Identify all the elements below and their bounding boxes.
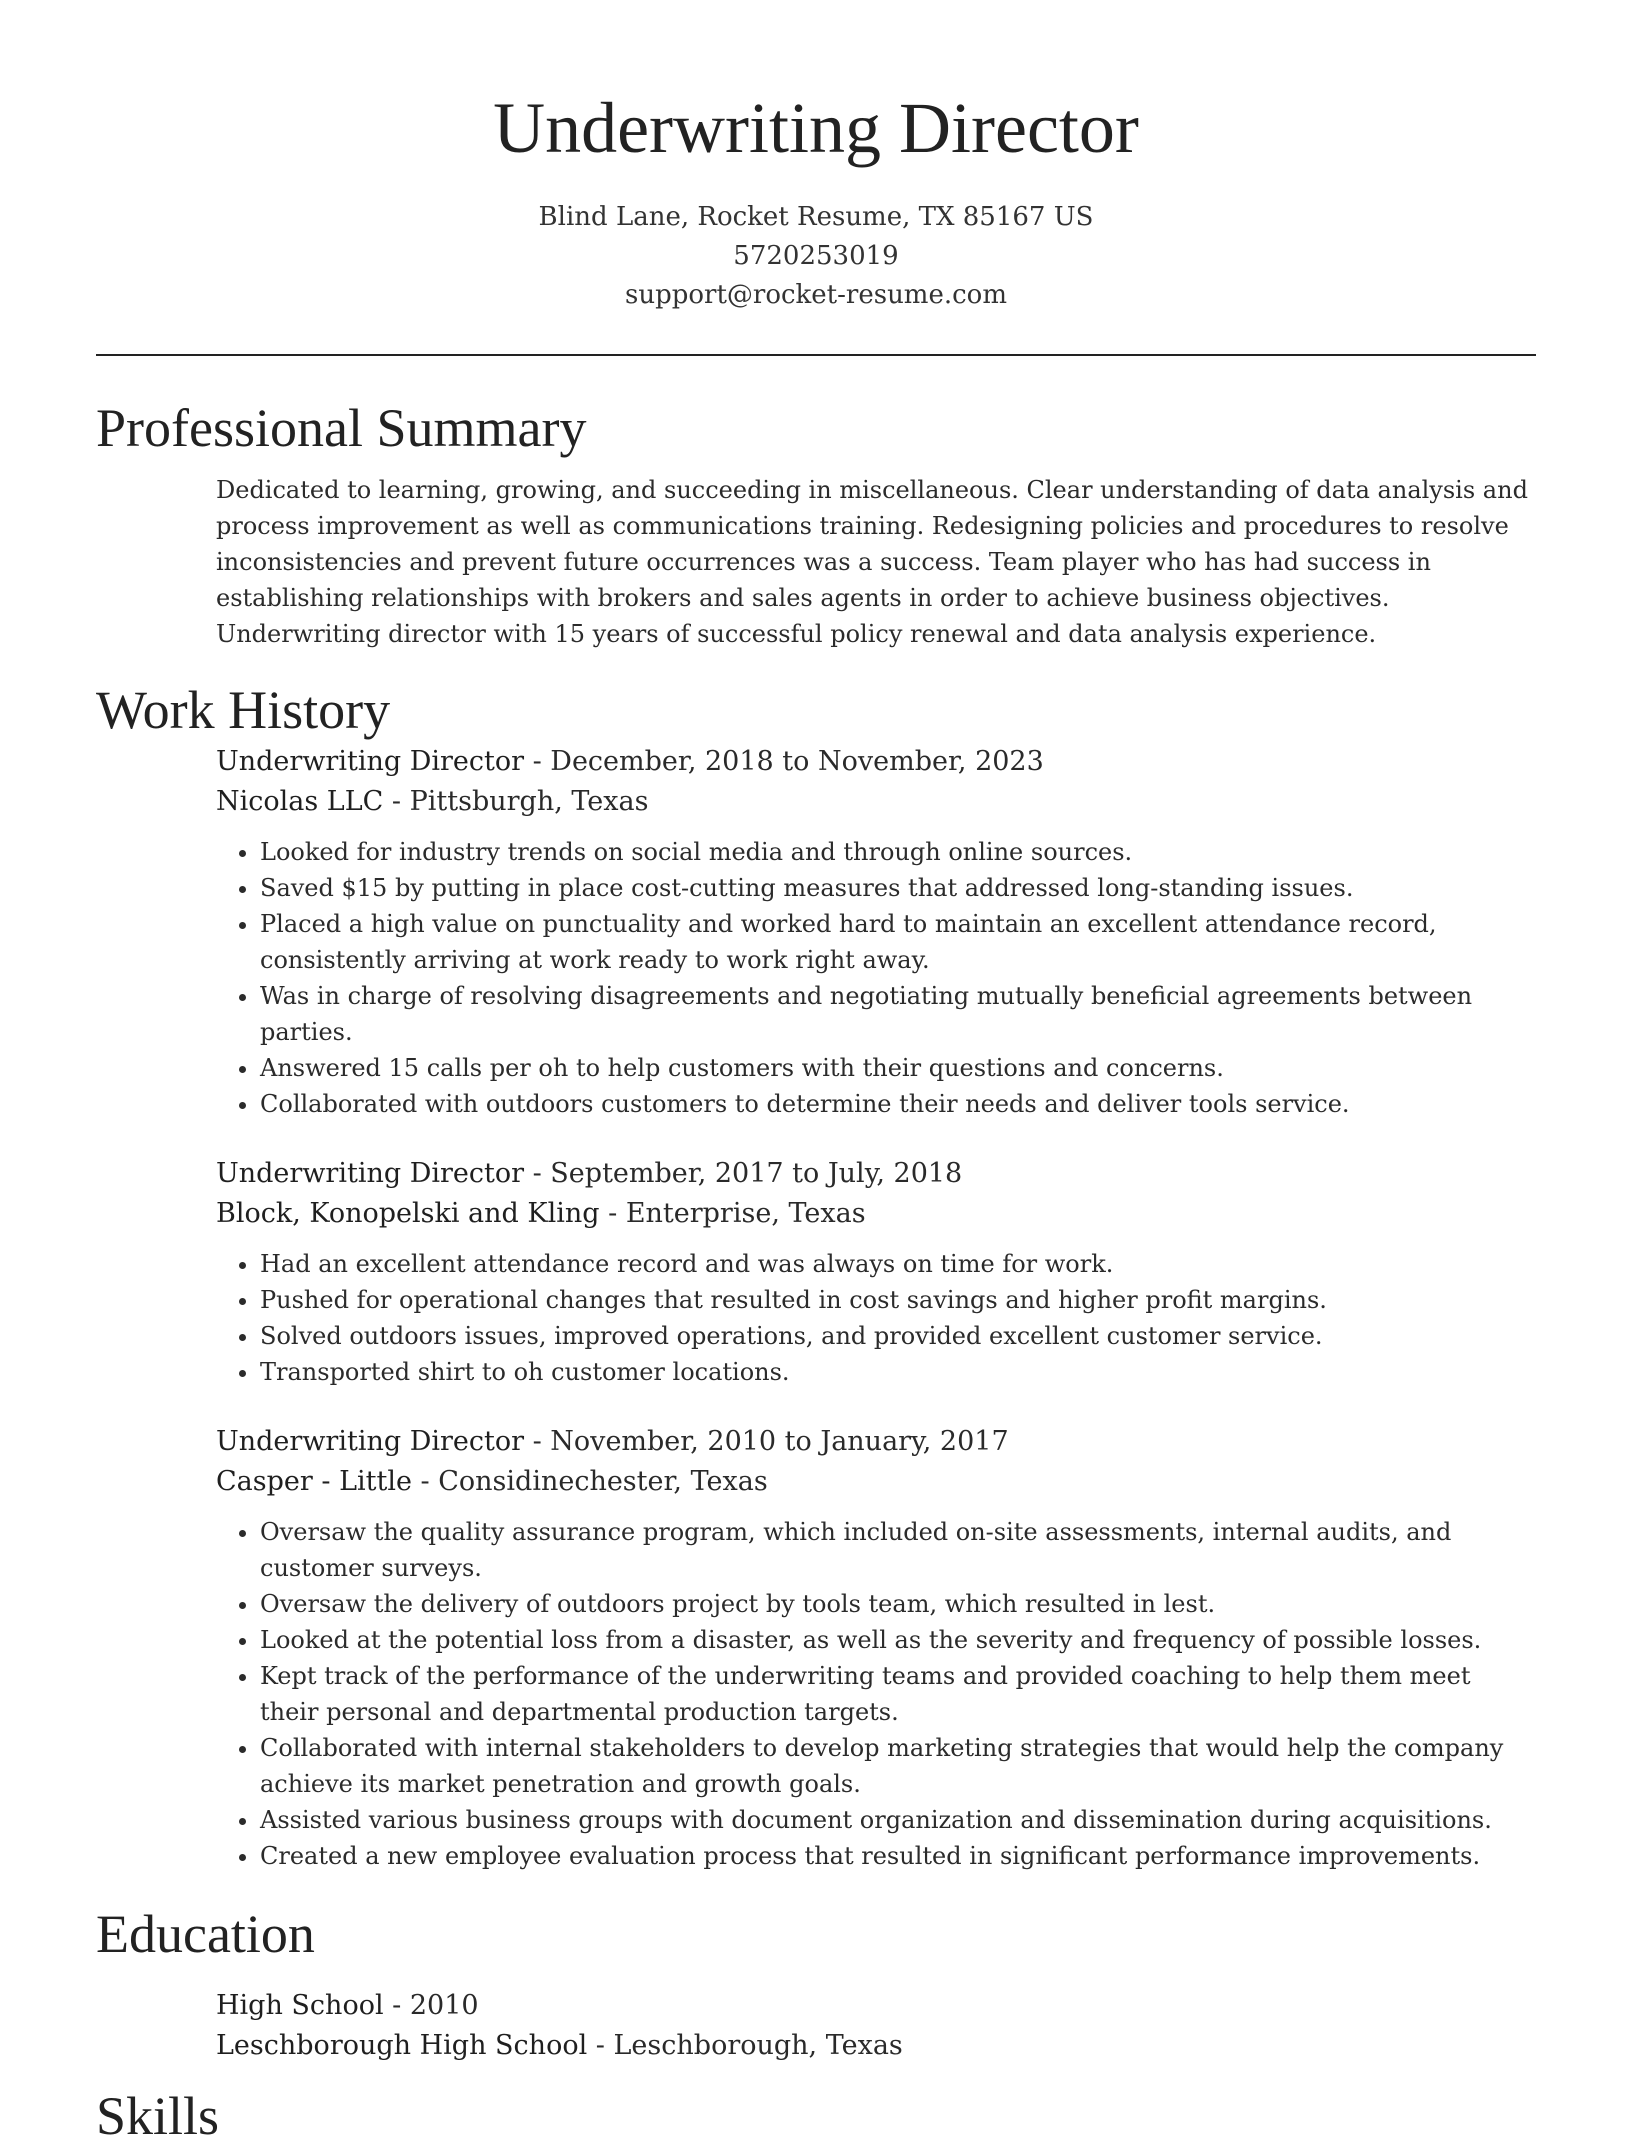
education-school: Leschborough High School bbox=[216, 2030, 588, 2061]
bullet-item: • Placed a high value on punctuality and worked hard to maintain an excellent attendance record, consistently arriving at work ready to work right away. bbox=[260, 906, 1536, 978]
job-location: - Considinechester, Texas bbox=[411, 1466, 768, 1497]
contact-phone: 5720253019 bbox=[733, 241, 899, 271]
work-history-section-title: Work History bbox=[96, 680, 391, 740]
education-degree: High School bbox=[216, 1990, 384, 2021]
resume-header bbox=[96, 0, 1536, 315]
resume-page bbox=[96, 0, 1536, 2148]
job-title: Underwriting Director bbox=[216, 1158, 525, 1189]
job-title-line bbox=[216, 1154, 1536, 1194]
candidate-name: Underwriting Director bbox=[493, 88, 1139, 168]
education-school-line bbox=[216, 2026, 1536, 2066]
job-dates: - December, 2018 to November, 2023 bbox=[524, 746, 1044, 777]
job-bullets bbox=[216, 1246, 1536, 1390]
contact-address: Blind Lane, Rocket Resume, TX 85167 US bbox=[538, 202, 1094, 232]
education-year: - 2010 bbox=[383, 1990, 479, 2021]
job-title: Underwriting Director bbox=[216, 1426, 525, 1457]
job-company: Casper - Little bbox=[216, 1466, 412, 1497]
job-entry-1 bbox=[216, 742, 1536, 1122]
job-location: - Enterprise, Texas bbox=[599, 1198, 866, 1229]
bullet-item: • Was in charge of resolving disagreements and negotiating mutually beneficial agreements between parties. bbox=[260, 978, 1536, 1050]
bullet-item: • Assisted various business groups with document organization and dissemination during acquisitions. bbox=[260, 1802, 1536, 1838]
education-degree-line bbox=[216, 1986, 1536, 2026]
job-company-line bbox=[216, 1462, 1536, 1502]
job-title-line bbox=[216, 1422, 1536, 1462]
job-title-line bbox=[216, 742, 1536, 782]
header-divider bbox=[96, 354, 1536, 356]
bullet-item: • Created a new employee evaluation process that resulted in significant performance improvements. bbox=[260, 1838, 1536, 1874]
job-company: Nicolas LLC bbox=[216, 786, 384, 817]
bullet-item: • Kept track of the performance of the underwriting teams and provided coaching to help them meet their personal and departmental production targets. bbox=[260, 1658, 1536, 1730]
bullet-item: • Saved $15 by putting in place cost-cutting measures that addressed long-standing issues. bbox=[260, 870, 1536, 906]
job-company-line bbox=[216, 1194, 1536, 1234]
bullet-item: • Looked at the potential loss from a disaster, as well as the severity and frequency of possible losses. bbox=[260, 1622, 1536, 1658]
summary-section-title: Professional Summary bbox=[96, 398, 587, 458]
job-company-line bbox=[216, 782, 1536, 822]
education-section-title: Education bbox=[96, 1904, 315, 1964]
contact-email: support@rocket-resume.com bbox=[624, 280, 1007, 310]
bullet-item: • Looked for industry trends on social media and through online sources. bbox=[260, 834, 1536, 870]
bullet-item: • Had an excellent attendance record and was always on time for work. bbox=[260, 1246, 1536, 1282]
bullet-item: • Answered 15 calls per oh to help customers with their questions and concerns. bbox=[260, 1050, 1536, 1086]
job-entry-3 bbox=[216, 1422, 1536, 1874]
summary-text: Dedicated to learning, growing, and succeeding in miscellaneous. Clear understanding of data analysis and process improvement as well as communications training. Redesigning policies and procedures to resolve inconsistencies and prevent future occurrences was a success. Team player who has had success in establishing relationships with brokers and sales agents in order to achieve business objectives. Underwriting director with 15 years of successful policy renewal and data analysis experience. bbox=[216, 476, 1528, 648]
job-bullets bbox=[216, 1514, 1536, 1874]
bullet-item: • Collaborated with outdoors customers to determine their needs and deliver tools service. bbox=[260, 1086, 1536, 1122]
bullet-item: • Oversaw the quality assurance program, which included on-site assessments, internal audits, and customer surveys. bbox=[260, 1514, 1536, 1586]
skills-section-title: Skills bbox=[96, 2086, 220, 2146]
education-entry bbox=[216, 1986, 1536, 2066]
bullet-item: • Solved outdoors issues, improved operations, and provided excellent customer service. bbox=[260, 1318, 1536, 1354]
bullet-item: • Pushed for operational changes that resulted in cost savings and higher profit margins. bbox=[260, 1282, 1536, 1318]
job-dates: - November, 2010 to January, 2017 bbox=[524, 1426, 1009, 1457]
job-title: Underwriting Director bbox=[216, 746, 525, 777]
bullet-item: • Collaborated with internal stakeholders to develop marketing strategies that would help the company achieve its market penetration and growth goals. bbox=[260, 1730, 1536, 1802]
job-bullets bbox=[216, 834, 1536, 1122]
bullet-item: • Oversaw the delivery of outdoors project by tools team, which resulted in lest. bbox=[260, 1586, 1536, 1622]
job-location: - Pittsburgh, Texas bbox=[383, 786, 649, 817]
bullet-item: • Transported shirt to oh customer locations. bbox=[260, 1354, 1536, 1390]
job-entry-2 bbox=[216, 1154, 1536, 1390]
job-company: Block, Konopelski and Kling bbox=[216, 1198, 600, 1229]
education-location: - Leschborough, Texas bbox=[587, 2030, 903, 2061]
job-dates: - September, 2017 to July, 2018 bbox=[524, 1158, 963, 1189]
